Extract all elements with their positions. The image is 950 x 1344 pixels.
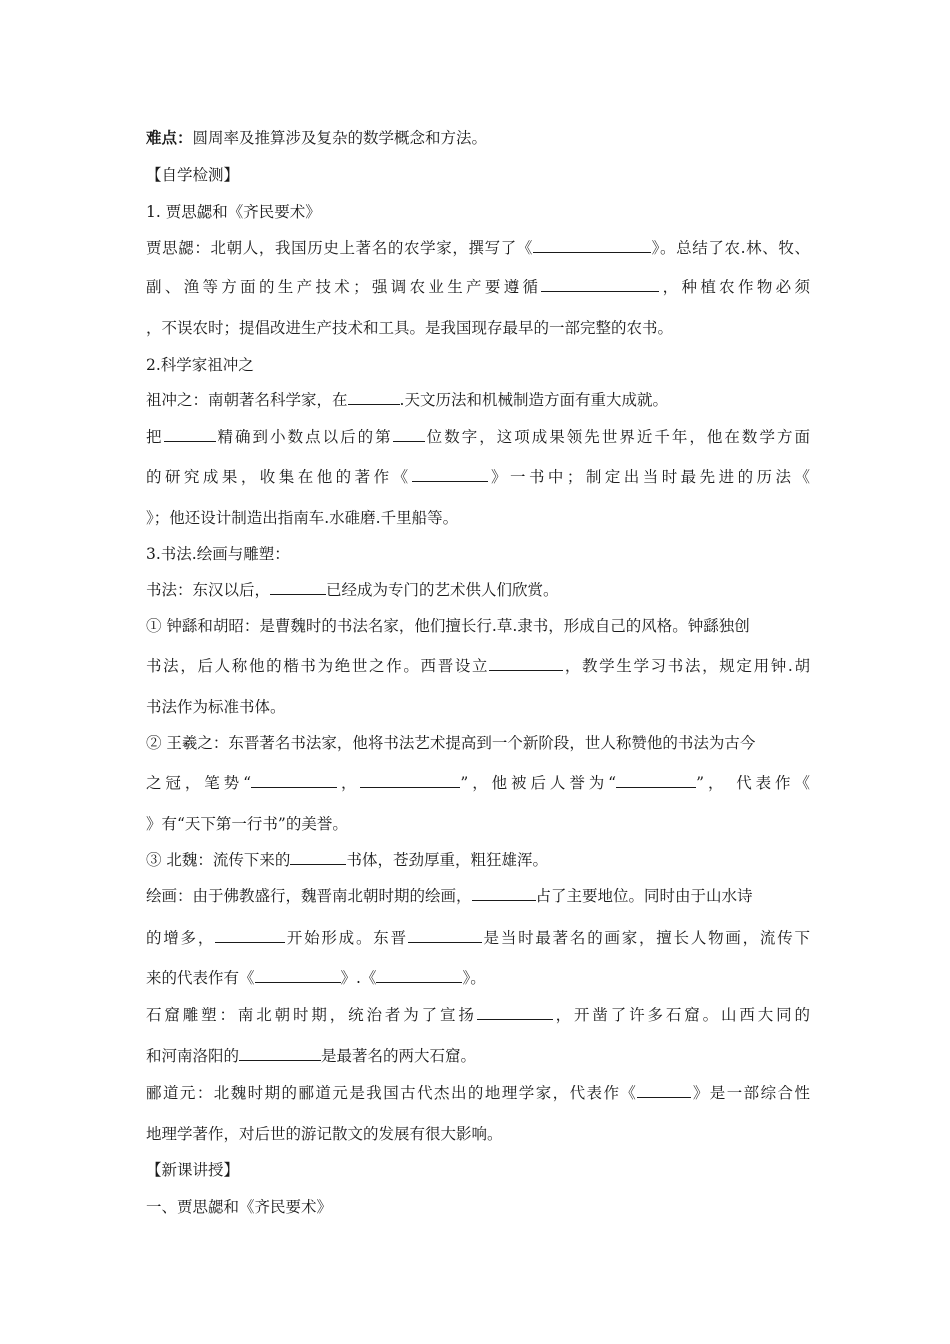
text-segment: 绘画：由于佛教盛行，魏晋南北朝时期的绘画， xyxy=(146,887,472,905)
paragraph-line xyxy=(146,238,810,258)
text-segment: 》是一部综合性 xyxy=(691,1084,810,1102)
text-segment: 》.《 xyxy=(340,969,377,987)
text-segment: .天文历法和机械制造方面有重大成就。 xyxy=(399,391,668,409)
paragraph-line xyxy=(146,850,548,870)
paragraph-line: ，不误农时；提倡改进生产技术和工具。是我国现存最早的一部完整的农书。 xyxy=(146,319,674,337)
paragraph-line xyxy=(146,467,810,487)
fill-blank[interactable] xyxy=(472,886,536,901)
fill-blank[interactable] xyxy=(255,968,341,983)
paragraph-line: 》有“天下第一行书”的美誉。 xyxy=(146,815,348,833)
text-segment: 贾思勰：北朝人，我国历史上著名的农学家，撰写了《 xyxy=(146,239,533,257)
section-heading-self-study: 【自学检测】 xyxy=(146,166,240,184)
fill-blank[interactable] xyxy=(477,1005,553,1020)
fill-blank[interactable] xyxy=(215,928,285,943)
text-segment: 书体，苍劲厚重，粗狂雄浑。 xyxy=(346,851,548,869)
text-segment: 副、渔等方面的生产技术；强调农业生产要遵循 xyxy=(146,278,542,296)
fill-blank[interactable] xyxy=(412,467,488,482)
text-segment: 来的代表作有《 xyxy=(146,969,255,987)
fill-blank[interactable] xyxy=(360,773,460,788)
text-segment: ，开凿了许多石窟。山西大同的 xyxy=(552,1006,810,1024)
paragraph-line xyxy=(146,427,810,447)
paragraph-line xyxy=(146,390,668,410)
text-segment: 精确到小数点以后的第 xyxy=(215,428,393,446)
fill-blank[interactable] xyxy=(348,390,400,405)
text-segment: ③ 北魏：流传下来的 xyxy=(146,851,291,869)
text-segment: 位数字，这项成果领先世界近千年，他在数学方面 xyxy=(424,428,810,446)
text-segment: ， xyxy=(337,774,361,792)
fill-blank[interactable] xyxy=(616,773,696,788)
paragraph-line: 地理学著作，对后世的游记散文的发展有很大影响。 xyxy=(146,1125,503,1143)
text-segment: 之冠，笔势“ xyxy=(146,774,252,792)
text-segment: ”， 代表作《 xyxy=(696,774,810,792)
paragraph-line xyxy=(146,277,810,297)
text-segment: 》。总结了农.林、牧、 xyxy=(650,239,810,257)
text-segment: 石窟雕塑：南北朝时期，统治者为了宣扬 xyxy=(146,1006,477,1024)
text-segment: 郦道元：北魏时期的郦道元是我国古代杰出的地理学家，代表作《 xyxy=(146,1084,638,1102)
difficulty-line xyxy=(146,128,487,148)
text-segment: 》一书中；制定出当时最先进的历法《 xyxy=(487,468,810,486)
paragraph-line xyxy=(146,1046,476,1066)
section-heading-new-lesson: 【新课讲授】 xyxy=(146,1161,240,1179)
paragraph-line xyxy=(146,928,810,948)
fill-blank[interactable] xyxy=(637,1083,691,1098)
paragraph-line xyxy=(146,886,753,906)
fill-blank[interactable] xyxy=(251,773,337,788)
fill-blank[interactable] xyxy=(489,656,563,671)
lesson-item-1-heading: 一、贾思勰和《齐民要术》 xyxy=(146,1198,333,1216)
text-segment: 是最著名的两大石窟。 xyxy=(321,1047,477,1065)
text-segment: ，种植农作物必须 xyxy=(659,278,810,296)
paragraph-line: 》；他还设计制造出指南车.水碓磨.千里船等。 xyxy=(146,509,459,527)
text-segment: ”，他被后人誉为“ xyxy=(460,774,617,792)
paragraph-line xyxy=(146,773,810,793)
fill-blank[interactable] xyxy=(408,928,482,943)
paragraph-line xyxy=(146,1083,810,1103)
text-segment: 开始形成。东晋 xyxy=(285,929,408,947)
fill-blank[interactable] xyxy=(393,427,425,442)
fill-blank[interactable] xyxy=(290,850,346,865)
text-segment: 的增多， xyxy=(146,929,216,947)
text-segment: 书法，后人称他的楷书为绝世之作。西晋设立 xyxy=(146,657,490,675)
paragraph-line xyxy=(146,656,810,676)
paragraph-line xyxy=(146,1005,810,1025)
text-segment: 祖冲之：南朝著名科学家，在 xyxy=(146,391,348,409)
text-segment: 已经成为专门的艺术供人们欣赏。 xyxy=(326,581,559,599)
paragraph-line xyxy=(146,580,559,600)
fill-blank[interactable] xyxy=(239,1046,321,1061)
fill-blank[interactable] xyxy=(533,238,651,253)
item-2-heading: 2.科学家祖冲之 xyxy=(146,356,254,374)
fill-blank[interactable] xyxy=(270,580,326,595)
text-segment: 和河南洛阳的 xyxy=(146,1047,240,1065)
difficulty-text: 圆周率及推算涉及复杂的数学概念和方法。 xyxy=(192,129,488,147)
paragraph-line xyxy=(146,968,486,988)
fill-blank[interactable] xyxy=(541,277,659,292)
fill-blank[interactable] xyxy=(376,968,462,983)
text-segment: 占了主要地位。同时由于山水诗 xyxy=(535,887,753,905)
item-3-heading: 3.书法.绘画与雕塑： xyxy=(146,545,290,563)
text-segment: 是当时最著名的画家，擅长人物画，流传下 xyxy=(481,929,810,947)
difficulty-label: 难点： xyxy=(146,128,193,147)
item-1-heading: 1. 贾思勰和《齐民要术》 xyxy=(146,203,321,221)
text-segment: 的研究成果，收集在他的著作《 xyxy=(146,468,412,486)
fill-blank[interactable] xyxy=(164,427,216,442)
text-segment: 把 xyxy=(146,428,164,446)
paragraph-line: ② 王羲之：东晋著名书法家，他将书法艺术提高到一个新阶段，世人称赞他的书法为古今 xyxy=(146,734,756,752)
paragraph-line: ① 钟繇和胡昭：是曹魏时的书法名家，他们擅长行.草.隶书，形成自己的风格。钟繇独创 xyxy=(146,617,750,635)
paragraph-line: 书法作为标准书体。 xyxy=(146,698,286,716)
text-segment: ，教学生学习书法，规定用钟.胡 xyxy=(563,657,810,675)
text-segment: 》。 xyxy=(462,969,486,987)
text-segment: 书法：东汉以后， xyxy=(146,581,271,599)
